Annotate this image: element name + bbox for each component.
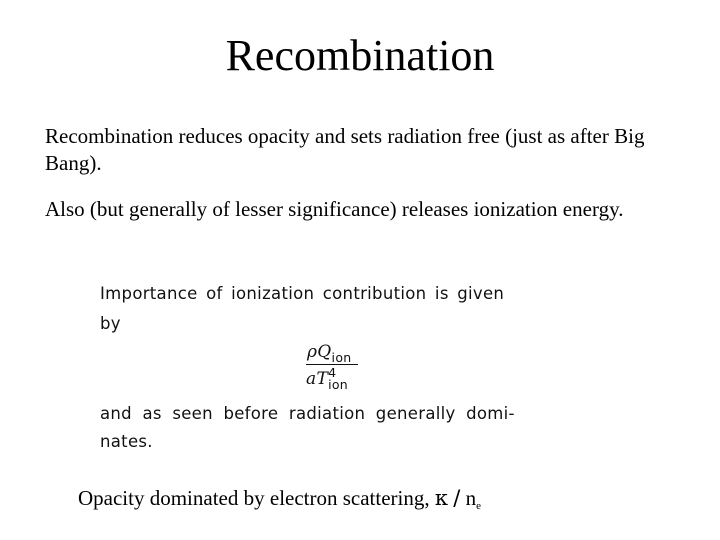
- opacity-statement-text: Opacity dominated by electron scattering,: [78, 486, 430, 510]
- e-subscript: e: [476, 500, 481, 512]
- excerpt-line-3: and as seen before radiation generally domi-: [100, 404, 515, 423]
- n-symbol: n: [465, 486, 477, 510]
- excerpt-line-2: by: [100, 314, 121, 333]
- formula-denominator-subscript: ion: [328, 377, 349, 392]
- formula-denominator: [306, 367, 358, 391]
- formula-t: T: [316, 369, 329, 389]
- formula-numerator: [306, 342, 358, 363]
- formula-q: Q: [317, 342, 332, 362]
- electron-density-symbol: [466, 486, 481, 510]
- formula-denominator-scripts: [328, 367, 348, 391]
- excerpt-line-4: nates.: [100, 432, 153, 451]
- excerpt-line-1: Importance of ionization contribution is given: [100, 284, 505, 303]
- paragraph-recombination-effect: Recombination reduces opacity and sets radiation free (just as after Big Bang).: [45, 124, 645, 175]
- kappa-symbol: κ: [434, 486, 449, 510]
- formula-a: a: [306, 369, 317, 389]
- formula-rho: ρ: [307, 342, 318, 362]
- formula-denominator-superscript: 4: [328, 365, 337, 380]
- proportional-symbol: /: [453, 486, 461, 510]
- formula-numerator-subscript: ion: [331, 350, 352, 365]
- slide-title: Recombination: [225, 31, 495, 80]
- ionization-ratio-formula: [306, 342, 358, 391]
- paragraph-ionization-energy: Also (but generally of lesser significance) releases ionization energy.: [45, 197, 624, 221]
- opacity-statement: [78, 485, 481, 516]
